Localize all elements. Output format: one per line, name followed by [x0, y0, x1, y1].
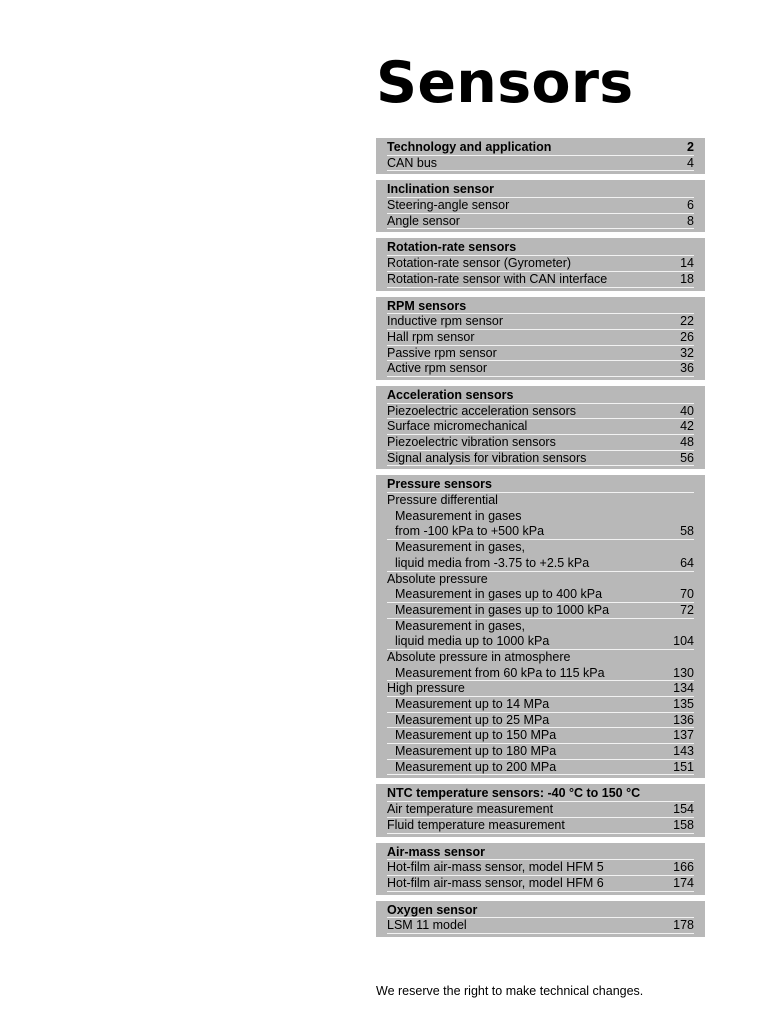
toc-entry-label: Oxygen sensor [387, 902, 478, 917]
toc-entry [387, 619, 694, 635]
toc-entry [387, 198, 694, 214]
toc-entry-label: Rotation-rate sensor with CAN interface [387, 271, 608, 286]
toc-page-number: 151 [673, 759, 694, 774]
footer-note: We reserve the right to make technical changes. [376, 984, 644, 998]
toc-entry [387, 713, 694, 729]
toc-entry-label: Fluid temperature measurement [387, 817, 565, 832]
toc-entry-label: Absolute pressure in atmosphere [387, 649, 571, 664]
toc-page-number: 8 [687, 213, 694, 228]
toc-section-heading [387, 845, 694, 861]
toc-section [376, 138, 705, 174]
toc-entry-label: liquid media up to 1000 kPa [395, 634, 550, 649]
toc-section [376, 386, 705, 469]
toc-entry [387, 603, 694, 619]
toc-page-number: 58 [680, 524, 694, 539]
toc-entry-label: Piezoelectric vibration sensors [387, 435, 556, 449]
toc-entry [387, 509, 694, 525]
toc-page-number: 134 [673, 681, 694, 696]
toc-entry [387, 587, 694, 603]
toc-section [376, 180, 705, 232]
toc-entry-label: Measurement up to 14 MPa [395, 697, 550, 711]
toc-entry-label: Air temperature measurement [387, 802, 554, 817]
toc-page-number: 6 [687, 198, 694, 213]
table-of-contents [376, 138, 705, 943]
page-title: Sensors [376, 50, 634, 116]
toc-entry-label: Piezoelectric acceleration sensors [387, 403, 576, 418]
toc-entry-label: Surface micromechanical [387, 419, 528, 434]
toc-section-heading [387, 786, 694, 802]
toc-page-number: 166 [673, 860, 694, 875]
toc-entry [387, 556, 694, 572]
toc-page-number: 26 [680, 329, 694, 344]
toc-section [376, 784, 705, 836]
toc-entry [387, 451, 694, 467]
toc-entry [387, 697, 694, 713]
toc-section-heading [387, 140, 694, 156]
toc-entry [387, 634, 694, 650]
toc-page-number: 56 [680, 450, 694, 465]
toc-page-number: 48 [680, 435, 694, 449]
toc-page-number: 64 [680, 555, 694, 570]
toc-entry [387, 860, 694, 876]
toc-section-heading [387, 388, 694, 404]
toc-entry-label: Absolute pressure [387, 571, 488, 586]
toc-entry-label: Air-mass sensor [387, 844, 485, 859]
toc-entry-label: Rotation-rate sensors [387, 240, 517, 255]
toc-page-number: 36 [680, 361, 694, 376]
toc-entry [387, 361, 694, 377]
toc-page-number: 104 [673, 634, 694, 649]
toc-entry [387, 419, 694, 435]
toc-entry-label: Measurement in gases, [395, 540, 525, 555]
toc-entry [387, 214, 694, 230]
toc-entry-label: CAN bus [387, 155, 438, 170]
toc-entry-label: Hot-film air-mass sensor, model HFM 6 [387, 875, 604, 890]
toc-entry-label: Acceleration sensors [387, 387, 514, 402]
toc-page-number: 158 [673, 817, 694, 832]
toc-entry [387, 918, 694, 934]
toc-entry-label: Measurement up to 150 MPa [395, 728, 557, 743]
toc-page-number: 70 [680, 587, 694, 602]
toc-section-heading [387, 299, 694, 315]
toc-entry-label: Measurement in gases [395, 508, 522, 523]
toc-entry [387, 156, 694, 172]
toc-entry-label: Measurement up to 200 MPa [395, 759, 557, 774]
toc-entry-label: Inclination sensor [387, 182, 494, 197]
toc-entry-label: High pressure [387, 681, 465, 696]
toc-entry [387, 802, 694, 818]
toc-entry [387, 650, 694, 666]
toc-entry-label: Measurement from 60 kPa to 115 kPa [395, 665, 605, 680]
toc-section-heading [387, 240, 694, 256]
toc-entry-label: Measurement up to 180 MPa [395, 744, 557, 759]
toc-entry-label: Inductive rpm sensor [387, 314, 504, 329]
toc-entry [387, 524, 694, 540]
toc-page-number: 18 [680, 271, 694, 286]
toc-section-heading [387, 903, 694, 919]
toc-section [376, 297, 705, 380]
toc-page-number: 154 [673, 802, 694, 817]
toc-entry [387, 314, 694, 330]
toc-entry [387, 404, 694, 420]
toc-entry-label: Hot-film air-mass sensor, model HFM 5 [387, 860, 604, 875]
toc-entry [387, 681, 694, 697]
toc-entry-label: Measurement in gases, [395, 618, 525, 633]
toc-entry-label: Rotation-rate sensor (Gyrometer) [387, 256, 572, 271]
toc-entry [387, 744, 694, 760]
toc-entry [387, 346, 694, 362]
toc-entry-label: RPM sensors [387, 298, 467, 313]
toc-page-number: 130 [673, 665, 694, 680]
toc-entry [387, 493, 694, 509]
toc-section-heading [387, 477, 694, 493]
toc-page-number: 143 [673, 744, 694, 759]
toc-entry-label: Pressure sensors [387, 477, 492, 492]
toc-page-number: 137 [673, 728, 694, 743]
toc-page-number: 174 [673, 875, 694, 890]
toc-entry [387, 572, 694, 588]
toc-entry [387, 728, 694, 744]
toc-entry [387, 876, 694, 892]
toc-entry-label: Angle sensor [387, 213, 460, 228]
toc-entry-label: Measurement in gases up to 400 kPa [395, 587, 603, 602]
toc-entry [387, 330, 694, 346]
toc-page-number: 178 [673, 918, 694, 933]
toc-entry-label: from -100 kPa to +500 kPa [395, 524, 545, 539]
toc-page-number: 72 [680, 602, 694, 617]
toc-entry-label: Pressure differential [387, 493, 498, 508]
toc-page-number: 22 [680, 314, 694, 329]
toc-page-number: 32 [680, 345, 694, 360]
toc-entry-label: Active rpm sensor [387, 361, 488, 376]
toc-entry-label: LSM 11 model [387, 918, 467, 933]
toc-page-number: 2 [687, 140, 694, 154]
toc-section [376, 238, 705, 290]
toc-section [376, 475, 705, 778]
toc-entry-label: Steering-angle sensor [387, 198, 510, 213]
toc-section [376, 843, 705, 895]
toc-page-number: 40 [680, 403, 694, 418]
toc-section [376, 901, 705, 937]
toc-entry [387, 272, 694, 288]
toc-entry-label: Technology and application [387, 140, 552, 154]
toc-entry-label: Hall rpm sensor [387, 329, 475, 344]
toc-section-heading [387, 182, 694, 198]
toc-entry-label: Measurement up to 25 MPa [395, 712, 550, 727]
toc-entry [387, 256, 694, 272]
toc-page-number: 14 [680, 256, 694, 271]
toc-entry [387, 435, 694, 451]
toc-page-number: 135 [673, 697, 694, 711]
toc-entry [387, 760, 694, 776]
toc-entry-label: Signal analysis for vibration sensors [387, 450, 587, 465]
toc-entry [387, 666, 694, 682]
toc-page-number: 136 [673, 712, 694, 727]
toc-entry [387, 818, 694, 834]
toc-page-number: 4 [687, 155, 694, 170]
toc-entry-label: Measurement in gases up to 1000 kPa [395, 602, 610, 617]
toc-entry [387, 540, 694, 556]
toc-page-number: 42 [680, 419, 694, 434]
toc-entry-label: liquid media from -3.75 to +2.5 kPa [395, 555, 590, 570]
toc-entry-label: NTC temperature sensors: -40 °C to 150 °C [387, 786, 641, 801]
toc-entry-label: Passive rpm sensor [387, 345, 497, 360]
